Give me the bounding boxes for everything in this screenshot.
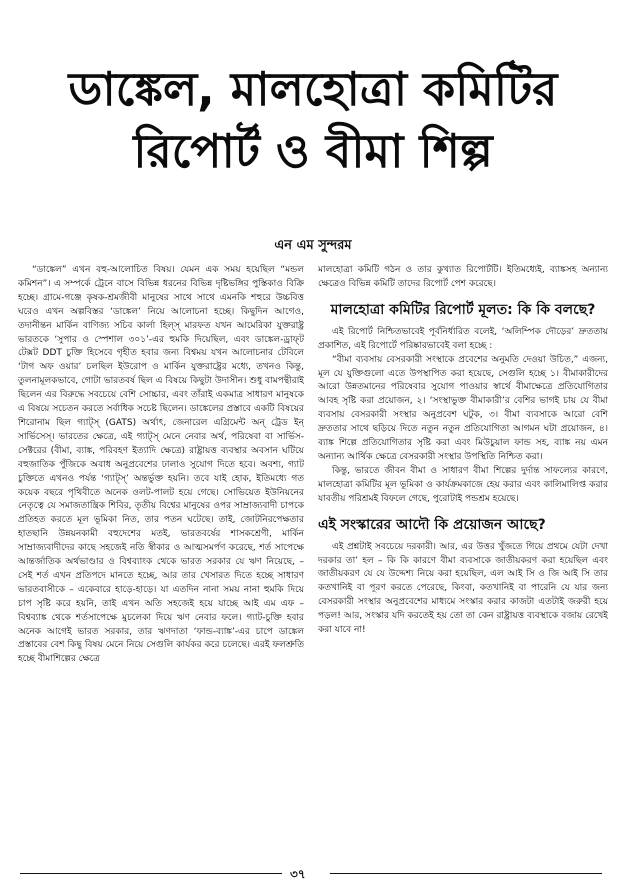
- quoted-paragraph: “বীমা ব্যবসায় বেসরকারী সংস্থাকে প্রবেশের অনুমতি দেওয়া উচিত,” এজন্য, মূল যে যুক্তিগুলো এতে উপস্থাপিত করা হয়েছে, সেগুলি হচ্ছে ১। বীমাকারীদের আরো উন্নতমানের পরিষেবার সুযোগ পাওয়ার স্বার্থে বীমাক্ষেত্রে প্রতিযোগিতার আবহ সৃষ্টি করা প্রয়োজন, ২। ‘সংস্থাভুক্ত বীমাকারী’র বেশির ভাগই চায় যে বীমা ব্যবসায় বেসরকারী সংস্থার অনুপ্রবেশ ঘটুক, ৩। বীমা ব্যবসাকে আরো বেশি দ্রুততার সাথে ছড়িয়ে দিতে নতুন নতুন প্রতিযোগিতা আগমন ঘটা প্রয়োজন, ৪। ব্যাঙ্ক শিল্পে প্রতিযোগিতার সৃষ্টি করা এবং মিউচুয়াল ফান্ড সহ, ব্যাঙ্ক নয় এমন অন্যান্য আর্থিক ক্ষেত্রে বেসরকারী সংস্থার উপস্থিতি নিশ্চিত করা।: [318, 354, 608, 462]
- section-heading: মালহোত্রা কমিটির রিপোর্ট মূলত: কি কি বলছে?: [330, 301, 596, 318]
- body-paragraph: এই রিপোর্ট নিশ্চিতভাবেই পূর্বনির্ধারিত বলেই, ‘অলিম্পিক দৌড়ের’ দ্রুততায় প্রকাশিত, এই রিপোর্টে পরিষ্কারভাবেই বলা হচ্ছে :: [318, 326, 608, 351]
- body-paragraph: কিন্তু, ভারতে জীবন বীমা ও সাধারণ বীমা শিল্পের দুর্দান্ত সাফল্যের কারণে, মালহোত্রা কমিটির মূল ভূমিকা ও কার্যক্রমকাজে হেয় করার এবং কালিমালিপ্ত করার যাবতীয় পরিশ্রমই বিফলে গেছে, পুরোটাই পন্ডশ্রম হয়েছে।: [318, 465, 608, 504]
- title-line-2: রিপোর্ট ও বীমা শিল্প: [133, 124, 493, 178]
- title-line-1: ডাঙ্কেল, মালহোত্রা কমিটির: [68, 62, 558, 116]
- footer-rule: [20, 873, 282, 874]
- body-paragraph: এই প্রশ্নটাই সবচেয়ে দরকারী। আর, এর উত্তর খুঁজতে গিয়ে প্রথমে যেটা দেখা দরকার তা’ হল – কি কি কারণে বীমা ব্যবসাকে জাতীয়করণ করা হয়েছিল এবং জাতীয়করণ যে যে উদ্দেশ্য নিয়ে করা হয়েছিল, এল আই সি ও জি আই সি তার কতখানিই বা পূরণ করতে পেরেছে, কিংবা, কতখানিই বা পারেনি যে যার জন্য বেসরকারী সংস্থার অনুপ্রবেশের মাধ্যমে সংস্কার করার কাজটা এতটাই জরুরী হয়ে পড়ল! আর, সংস্কার যদি করতেই হয় তো তা কেন রাষ্ট্রায়ত্ত ব্যবস্থাকে বজায় রেখেই করা যাবে না!: [318, 541, 608, 636]
- section-heading: এই সংস্কারের আদৌ কি প্রয়োজন আছে?: [318, 516, 546, 533]
- body-paragraph: মালহোত্রা কমিটি গঠন ও তার কুখ্যাত রিপোর্টটি। ইতিমধ্যেই, ব্যাঙ্কসহ অন্যান্য ক্ষেত্রেও বিভিন্ন কমিটি তাদের রিপোর্ট পেশ করেছে।: [318, 265, 608, 289]
- footer-rule: [330, 873, 602, 874]
- left-column: [18, 264, 304, 864]
- page-number: ৩৭: [290, 867, 306, 881]
- body-paragraph: “ডাঙ্কেল” এখন বহু-আলোচিত বিষয়। যেমন এক সময় হয়েছিল “মন্ডল কমিশন”। এ সম্পর্কে ট্রেনে বাসে বিভিন্ন ধরনের বিভিন্ন দৃষ্টিভঙ্গির পুস্তিকাও বিক্রি হচ্ছে। গ্রামে-গঞ্জে কৃষক-শ্রমজীবী মানুষের সাথে সাথে এমনকি শহুরে উচ্চবিত্ত ঘরেও এখন অল্পবিস্তর ‘ডাঙ্কেল’ নিয়ে আলোচনা হচ্ছে। কিছুদিন আগেও, তদানীন্তন মার্কিন বাণিজ্য সচিব কার্লা হিল্‌স্‌ মারফত যখন আমেরিকা যুক্তরাষ্ট্র ভারতকে ‘সুপার ও স্পেশাল ৩০১’-এর হুমকি দিয়েছিল, এবং ডাঙ্কেল-ড্রাফ্‌ট টেক্সট DDT চুক্তি হিসেবে গৃহীত হবার জন্য বিশ্বময় যখন আলোচনার টেবিলে ‘টাগ অফ ওয়ার’ চলছিল ইউরোপ ও মার্কিন যুক্তরাষ্ট্রের মধ্যে, তখনও কিন্তু, তুলনামূলকভাবে, গোটা ভারতবর্ষ ছিল এ বিষয়ে কিছুটা উদাসীন। শুধু বামপন্থীরাই ছিলেন এর বিরুদ্ধে সবচেয়ে বেশি সোচ্চার, এবং তাঁরাই একমাত্র সাধারণ মানুষকে এ বিষয়ে সচেতন করতে সর্বাধিক সচেষ্ট ছিলেন। ডাঙ্কেলের প্রস্তাবে একটি বিষয়ের শিরোনাম ছিল গ্যাট্‌স্‌ (GATS) অর্থাৎ, জেনারেল এগ্রিমেন্ট অন্‌ ট্রেড ইন্‌ সার্ভিসেস্‌। ভারতের ক্ষেত্রে, এই গ্যাট্‌স্‌ মেনে নেবার অর্থ, পরিষেবা বা সার্ভিস-সেক্টরের (বীমা, ব্যাঙ্ক, পরিবহণ ইত্যাদি ক্ষেত্রে) রাষ্ট্রায়ত্ত ব্যবস্থার অবসান ঘটিয়ে বহুজাতিক পুঁজিকে অবাধ অনুপ্রবেশের ঢালাও সুযোগ দিতে হবে। অবশ্য, গ্যাট চুক্তিতে এখনও পর্যন্ত ‘গ্যাট্‌স্‌’ অন্তর্ভুক্ত হয়নি। তবে যাই হোক, ইতিমধ্যে গত কয়েক বছরে পৃথিবীতে অনেক ওলট-পালট হয়ে গেছে। সোভিয়েত ইউনিয়নের নেতৃত্বে যে সমাজতান্ত্রিক শিবির, তৃতীয় বিশ্বের মানুষের ওপর সাম্রাজ্যবাদী চাপকে প্রতিহত করতে মূল ভূমিকা নিত, তার পতন ঘটেছে। তাই, জোটনিরপেক্ষতার হাতছানি উন্নয়নকামী বহুদেশের মতই, ভারতবর্ষের শাসকশ্রেণী, মার্কিন সাম্রাজ্যবাদীদের কাছে সহজেই নতি স্বীকার ও আত্মসমর্পণ করেছে, শর্ত সাপেক্ষে আন্তর্জাতিক অর্থভাণ্ডার ও বিশ্বব্যাংক থেকে ভারত সরকার যে ঋণ নিয়েছে, – সেই শর্ত এখন প্রতিপদে মানতে হচ্ছে, আর তার খেসারত দিতে হচ্ছে সাধারণ ভারতবাসীকে – একেবারে হাড়ে-হাড়ে। যা এতদিন নানা সময় নানা হুমকি দিয়ে চাপ সৃষ্টি করে হয়নি, তাই এখন অতি সহজেই হয়ে যাচ্ছে আই এম এফ – বিশ্বব্যাঙ্ক থেকে শর্তসাপেক্ষে মুচলেকা দিয়ে ঋণ নেবার ফলে। গ্যাট-চুক্তি হবার অনেক আগেই ভারত সরকার, তার ঋণদাতা ‘ফান্ড-ব্যাঙ্ক’-এর চাপে ডাঙ্কেল প্রস্তাবের বেশ কিছু বিষয় মেনে নিয়ে সেগুলি কার্যকর করে চলেছে। এরই ফলশ্রুতি হচ্ছে বীমাশিল্পের ক্ষেত্রে: [18, 265, 304, 665]
- article-title: [40, 58, 586, 182]
- author-name: এন এম সুন্দরম: [274, 238, 352, 253]
- right-column: [318, 264, 608, 864]
